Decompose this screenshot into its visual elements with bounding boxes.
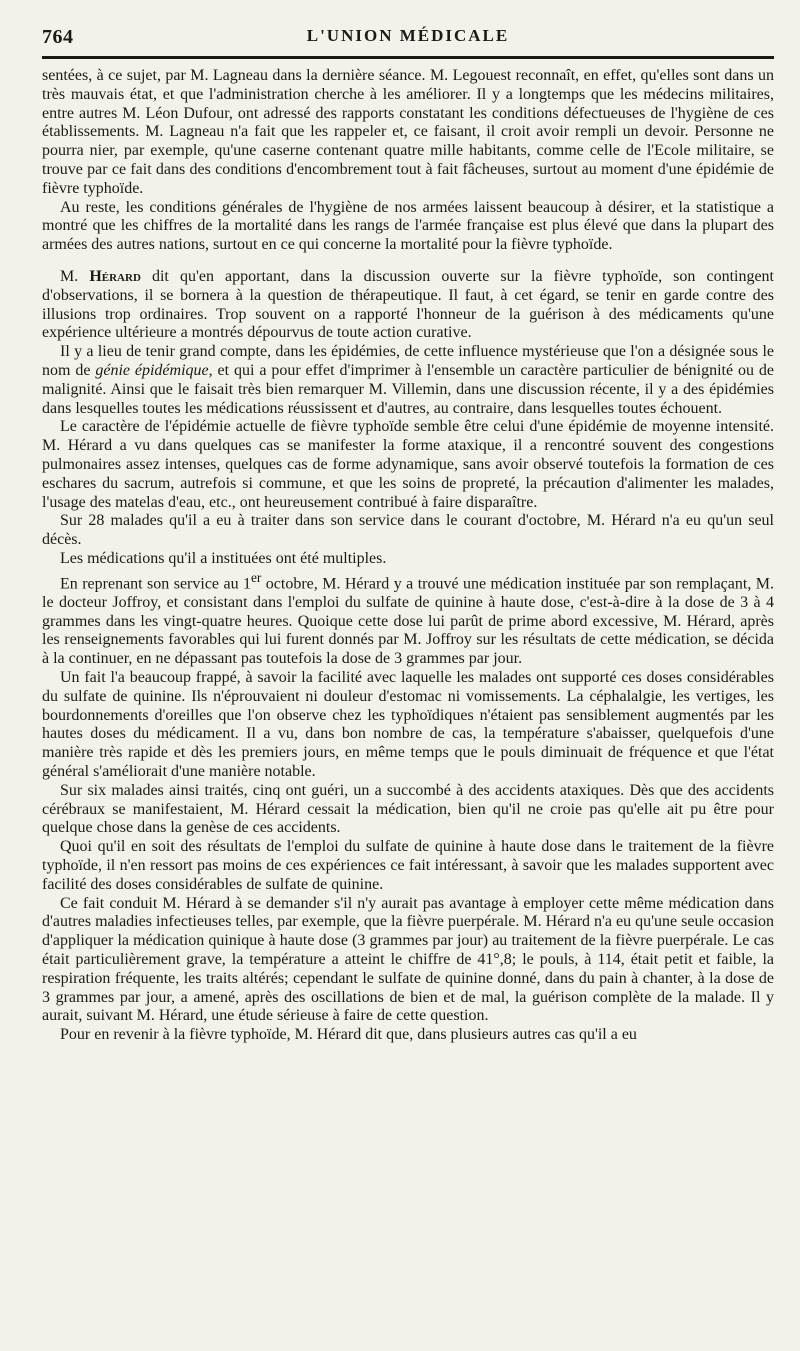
- italic-term: génie épidémique: [95, 361, 209, 379]
- paragraph: [42, 838, 774, 894]
- paragraph: [42, 343, 774, 418]
- paragraph: [42, 669, 774, 782]
- paragraph: [42, 1026, 774, 1045]
- paragraph-text: Un fait l'a beaucoup frappé, à savoir la facilité avec laquelle les malades ont supporté ces doses considérables du sulfate de quinine. Ils n'éprouvaient ni douleur d'estomac ni vomissements. La céphalalgie, les vertiges, les bourdonnements d'oreilles que l'on observe chez les typhoïdiques n'étaient pas sensiblement augmentés par les hautes doses du médicament. Il a vu, dans bon nombre de cas, la température s'abaisser, quelquefois d'une manière très rapide et dès les premiers jours, en même temps que le pouls diminuait de fréquence et que l'état général s'améliorait d'une manière notable.: [42, 669, 774, 781]
- running-title: L'UNION MÉDICALE: [306, 26, 510, 45]
- paragraph-text: M.: [60, 267, 90, 285]
- speaker-name: Hérard: [89, 267, 141, 285]
- page-header: [42, 18, 774, 52]
- page-number: 764: [42, 26, 74, 48]
- header-rule: [42, 56, 774, 59]
- paragraph-text: Sur six malades ainsi traités, cinq ont guéri, un a succombé à des accidents ataxiques. Dès que des accidents cérébraux se manifestaient, M. Hérard cessait la médication, bien qu'il ne croie pas qu'elle ait pu être pour quelque chose dans la genèse de ces accidents.: [42, 781, 774, 837]
- paragraph: [42, 199, 774, 255]
- paragraph: [42, 895, 774, 1027]
- paragraph: [42, 782, 774, 838]
- body-text: [42, 67, 774, 1045]
- ordinal-superscript: er: [251, 569, 262, 585]
- paragraph-text: Ce fait conduit M. Hérard à se demander s'il n'y aurait pas avantage à employer cette même médication dans d'autres maladies infectieuses telles, par exemple, que la fièvre puerpérale. M. Hérard n'a eu qu'une seule occasion d'appliquer la médication quinique à haute dose (3 grammes par jour) au traitement de la fièvre puerpérale. Le cas était particulièrement grave, la température a atteint le chiffre de 41°,8; le pouls, à 114, était petit et faible, la respiration fréquente, les traits altérés; cependant le sulfate de quinine donné, dans du pain à chanter, à la dose de 3 grammes par jour, a amené, après des oscillations de bien et de mal, la guérison complète de la malade. Il y aurait, suivant M. Hérard, une étude sérieuse à faire de cette question.: [42, 894, 774, 1025]
- paragraph-text: sentées, à ce sujet, par M. Lagneau dans la dernière séance. M. Legouest reconnaît, en effet, qu'elles sont dans un très mauvais état, et que l'administration cherche à les améliorer. Il y a longtemps que les médecins militaires, entre autres M. Léon Dufour, ont adressé des rapports constatant les conditions défectueuses de l'hygiène de ces établissements. M. Lagneau n'a fait que les rappeler et, ce faisant, il croit avoir rempli un devoir. Personne ne pourra nier, par exemple, qu'une caserne contenant quatre mille habitants, comme celle de l'Ecole militaire, se trouve par ce fait dans des conditions d'encombrement tout à fait fâcheuses, surtout au moment d'une épidémie de fièvre typhoïde.: [42, 67, 774, 197]
- paragraph-text: , et qui a pour effet d'imprimer à l'ensemble un caractère particulier de bénignité ou de malignité. Ainsi que le faisait très bien remarquer M. Villemin, dans une discussion récente, il y a des épidémies dans lesquelles toutes les médications réussissent et d'autres, au contraire, dans lesquelles toutes échouent.: [42, 361, 774, 417]
- paragraph-text: Au reste, les conditions générales de l'hygiène de nos armées laissent beaucoup à désirer, et la statistique a montré que les chiffres de la mortalité dans les rangs de l'armée française est plus élevé que dans la plupart des armées des autres nations, surtout en ce qui concerne la mortalité pour la fièvre typhoïde.: [42, 198, 774, 254]
- paragraph-text: Il y a lieu de tenir grand compte, dans les épidémies, de cette influence mystérieuse que l'on a désignée sous le nom de: [42, 343, 774, 379]
- paragraph: [42, 268, 774, 343]
- paragraph-text: Les médications qu'il a instituées ont été multiples.: [60, 549, 387, 567]
- paragraph: [42, 512, 774, 550]
- paragraph: [42, 569, 774, 669]
- paragraph-text: octobre, M. Hérard y a trouvé une médication instituée par son remplaçant, M. le docteur Joffroy, et consistant dans l'emploi du sulfate de quinine à haute dose, c'est-à-dire à la dose de 3 à 4 grammes dans les vingt-quatre heures. Quoique cette dose lui parût de prime abord excessive, M. Hérard, après les renseignements favorables qui lui furent donnés par M. Joffroy sur les résultats de cette médication, se décida à la continuer, en ne dépassant pas toutefois la dose de 3 grammes par jour.: [42, 575, 774, 668]
- paragraph: [42, 418, 774, 512]
- paragraph-text: Sur 28 malades qu'il a eu à traiter dans son service dans le courant d'octobre, M. Hérard n'a eu qu'un seul décès.: [42, 512, 774, 549]
- paragraph: [42, 550, 774, 569]
- paragraph-text: dit qu'en apportant, dans la discussion ouverte sur la fièvre typhoïde, son contingent d'observations, il se bornera à la question de thérapeutique. Il faut, à cet égard, se tenir en garde contre des illusions trop ordinaires. Trop souvent on a rapporté l'honneur de la guérison à des médicaments qu'une expérience ultérieure a montrés dépourvus de toute action curative.: [42, 267, 775, 342]
- paragraph: [42, 67, 774, 199]
- paragraph-text: Pour en revenir à la fièvre typhoïde, M. Hérard dit que, dans plusieurs autres cas qu'il a eu: [60, 1026, 637, 1044]
- paragraph-text: En reprenant son service au 1: [60, 575, 251, 593]
- paragraph-text: Quoi qu'il en soit des résultats de l'emploi du sulfate de quinine à haute dose dans le traitement de la fièvre typhoïde, il n'en ressort pas moins de ces expériences ce fait intéressant, à savoir que les malades supportent avec facilité des doses considérables de sulfate de quinine.: [42, 838, 774, 893]
- paragraph-text: Le caractère de l'épidémie actuelle de fièvre typhoïde semble être celui d'une épidémie de moyenne intensité. M. Hérard a vu dans quelques cas se manifester la forme ataxique, il a rencontré souvent des congestions pulmonaires assez intenses, quelques cas de forme adynamique, sans avoir observé toutefois la formation de ces eschares du sacrum, autrefois si commune, et que les soins de propreté, la précaution d'alimenter les malades, l'usage des matelas d'eau, etc., ont heureusement contribué à faire disparaître.: [42, 418, 774, 511]
